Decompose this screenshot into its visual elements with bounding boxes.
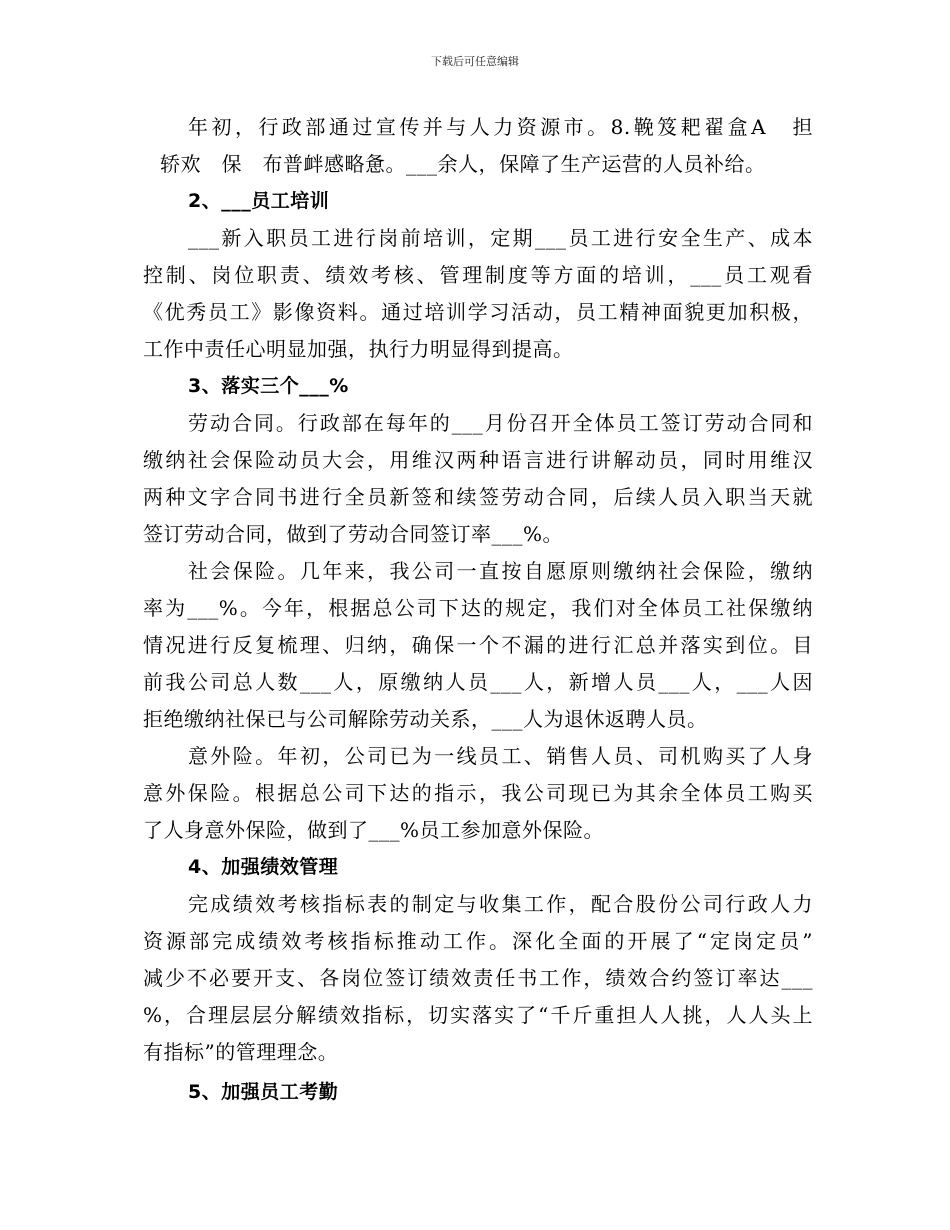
paragraph-line: 两种文字合同书进行全员新签和续签劳动合同，后续人员入职当天就 [143,485,813,509]
paragraph-line: 前我公司总人数___人，原缴纳人员___人，新增人员___人，___人因 [143,670,813,694]
section-heading: 2、___员工培训 [188,190,330,212]
paragraph-line: 《优秀员工》影像资料。通过培训学习活动，员工精神面貌更加积极， [143,300,813,324]
paragraph-line: 轿欢 保 布普衅感略惫。___余人，保障了生产运营的人员补给。 [160,152,766,176]
paragraph-line: 劳动合同。行政部在每年的___月份召开全体员工签订劳动合同和 [188,411,813,435]
paragraph-line: 社会保险。几年来，我公司一直按自愿原则缴纳社会保险，缴纳 [188,559,813,583]
section-heading: 3、落实三个___% [188,375,349,397]
paragraph-line: 意外保险。根据总公司下达的指示，我公司现已为其余全体员工购买 [143,781,813,805]
paragraph-line: 减少不必要开支、各岗位签订绩效责任书工作，绩效合约签订率达___ [143,966,813,990]
section-heading: 5、加强员工考勤 [188,1081,339,1103]
paragraph-line: 拒绝缴纳社保已与公司解除劳动关系，___人为退休返聘人员。 [143,707,708,731]
paragraph-line: ___新入职员工进行岗前培训，定期___员工进行安全生产、成本 [188,226,813,250]
page-header: 下载后可任意编辑 [431,55,519,68]
paragraph-line: 控制、岗位职责、绩效考核、管理制度等方面的培训，___员工观看 [143,263,813,287]
paragraph-line: 率为___%。今年，根据总公司下达的规定，我们对全体员工社保缴纳 [143,596,813,620]
section-heading: 4、加强绩效管理 [188,856,339,878]
paragraph-line: 情况进行反复梳理、归纳，确保一个不漏的进行汇总并落实到位。目 [143,633,813,657]
paragraph-line: 有指标”的管理理念。 [143,1040,339,1064]
paragraph-line: 完成绩效考核指标表的制定与收集工作，配合股份公司行政人力 [188,892,813,916]
paragraph-line: 签订劳动合同，做到了劳动合同签订率___%。 [143,522,564,546]
paragraph-line: 工作中责任心明显加强，执行力明显得到提高。 [143,337,574,361]
paragraph-line: 意外险。年初，公司已为一线员工、销售人员、司机购买了人身 [188,744,813,768]
paragraph-line: 年初，行政部通过宣传并与人力资源市。8.鞔笈耙翟盒A 担 [188,115,813,139]
paragraph-line: 了人身意外保险，做到了___%员工参加意外保险。 [143,818,605,842]
paragraph-line: 资源部完成绩效考核指标推动工作。深化全面的开展了“定岗定员” [143,929,813,953]
paragraph-line: %，合理层层分解绩效指标，切实落实了“千斤重担人人挑，人人头上 [143,1003,813,1027]
paragraph-line: 缴纳社会保险动员大会，用维汉两种语言进行讲解动员，同时用维汉 [143,448,813,472]
